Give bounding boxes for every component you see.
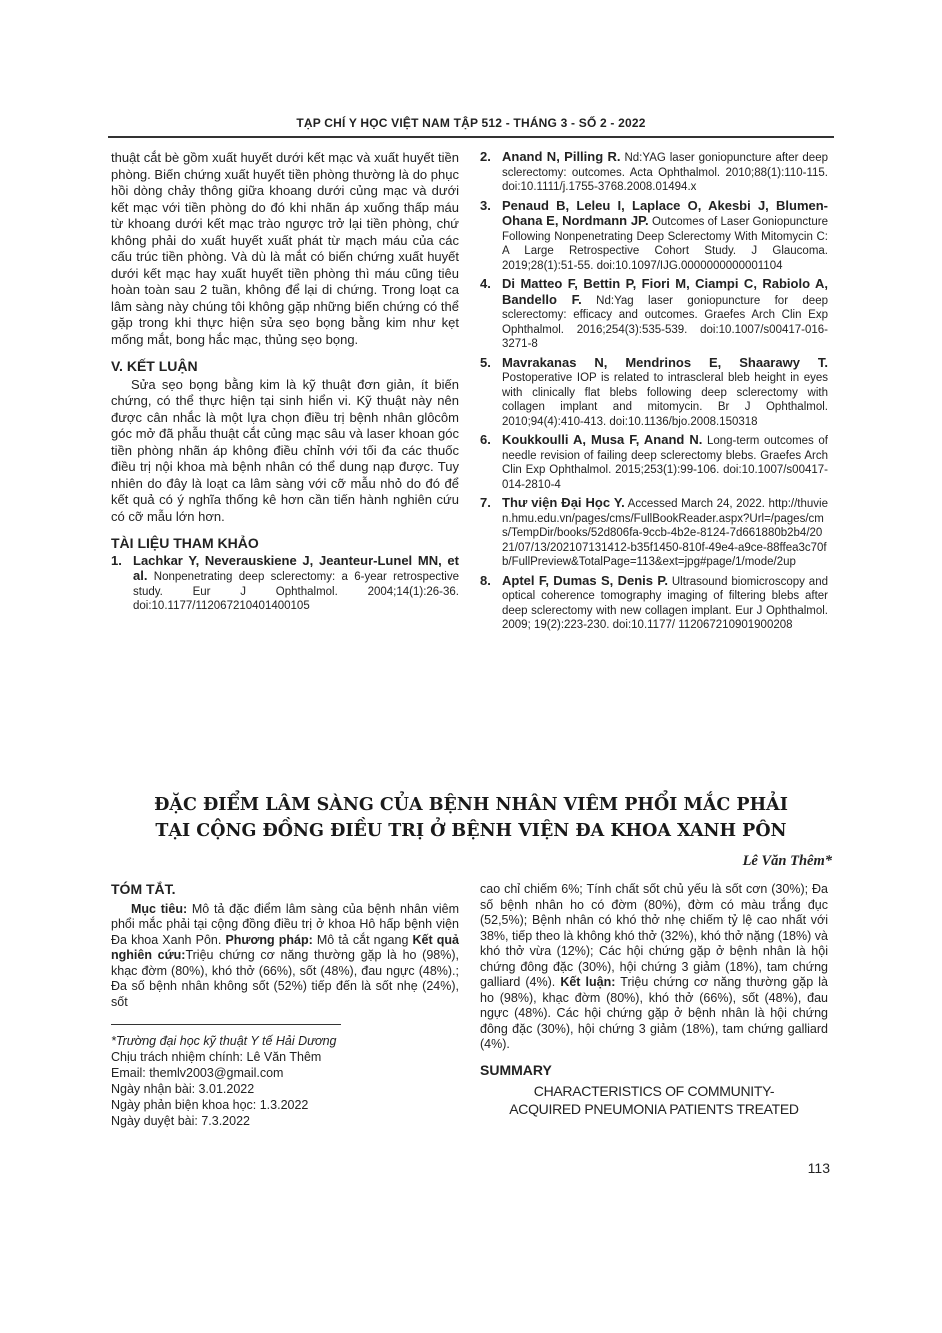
conclusion-paragraph: Sửa sẹo bọng bằng kim là kỹ thuật đơn giản, ít biến chứng, có thể thực hiện tại sinh hiển vi. Kỹ thuật này nên được cân nhắc là một lựa chọn điều trị bệnh nhân glôcôm góc mở đã phẫu thuật cắt củng mạc sâu và laser khoan góc tiền phòng nhãn áp không điều chỉnh với tối đa các thuốc điều trị nội khoa mà bệnh nhân có thể dung nạp được. Tuy nhiên do đây là loạt ca lâm sàng với cỡ mẫu nhỏ do đó để kết quả có ý nghĩa thống kê hơn cần tiến hành nghiên cứu có cỡ mẫu lớn hơn.	[111, 376, 459, 524]
method-label: Phương pháp:	[225, 932, 313, 947]
footnote-reviewed: Ngày phản biện khoa học: 1.3.2022	[111, 1098, 309, 1112]
reference-text: Accessed March 24, 2022. http://thuvien.hmu.edu.vn/pages/cms/FullBookReader.aspx?Url=/pages/cms/TempDir/books/52d806fa-9ccb-4b2e-8124-7d661880b2b4/2021/07/13/202107131412-b35f1450-810f-49e4-a9ce-88ffea3c70fb/FullPreview&TotalPage=113&ext=jpg#page/1/mode/2up	[502, 498, 828, 568]
reference-item	[480, 496, 828, 570]
page-number: 113	[807, 1160, 830, 1176]
abstract-continuation	[480, 882, 828, 1053]
left-column-bottom	[111, 882, 459, 1129]
article-title-line-2: TẠI CỘNG ĐỒNG ĐIỀU TRỊ Ở BỆNH VIỆN ĐA KHOA XANH PÔN	[155, 821, 787, 841]
reference-number: 4.	[480, 276, 491, 291]
objective-text: Mô tả đặc điểm lâm sàng của bệnh nhân viêm phổi mắc phải tại cộng đồng điều trị ở khoa Hô hấp bệnh viện Đa khoa Xanh Pôn.	[111, 901, 459, 947]
results-label: Kết quả nghiên cứu:	[111, 932, 459, 962]
reference-authors: Anand N, Pilling R.	[502, 149, 621, 164]
reference-text: Postoperative IOP is related to intrascleral bleb height in eyes with clinically flat blebs following deep sclerectomy with collagen implant and mitomycin. Br J Ophthalmol. 2010;94(4):410-413. doi:10.1136/bjo.2008.150318	[502, 372, 828, 428]
summary-heading: SUMMARY	[480, 1061, 552, 1078]
reference-number: 1.	[111, 552, 122, 568]
abstract-heading: TÓM TẮT.	[111, 881, 176, 897]
reference-list-right	[480, 150, 828, 633]
footnote-affiliation: *Trường đại học kỹ thuật Y tế Hải Dương	[111, 1034, 337, 1048]
reference-authors: Aptel F, Dumas S, Denis P.	[502, 572, 668, 588]
running-header: TẠP CHÍ Y HỌC VIỆT NAM TẬP 512 - THÁNG 3 - SỐ 2 - 2022	[296, 116, 646, 130]
right-column-bottom	[480, 882, 828, 1118]
reference-item	[480, 356, 828, 430]
reference-authors: Mavrakanas N, Mendrinos E, Shaarawy T.	[502, 354, 828, 370]
summary-title-line-2: ACQUIRED PNEUMONIA PATIENTS TREATED	[509, 1101, 799, 1117]
conclusion-heading: V. KẾT LUẬN	[111, 358, 198, 374]
reference-number: 2.	[480, 149, 491, 164]
article-title	[108, 792, 834, 844]
reference-number: 6.	[480, 432, 491, 447]
discussion-paragraph: thuật cắt bè gồm xuất huyết dưới kết mạc và xuất huyết tiền phòng. Biến chứng xuất huyết tiền phòng thường là do phục hồi dòng chảy thông giữa khoang dưới củng mạc và dưới kết mạc với tiền phòng do đó khi nhãn áp xuống thấp máu từ khoang dưới kết mạc trào ngược trở lại tiền phòng, chứ không phải do xuất huyết xuất phát từ mạch máu của các cấu trúc tiền phòng. Và dù là mắt có biến chứng xuất huyết dưới kết mạc hay xuất huyết tiền phòng thì máu cũng tiêu hoàn toàn sau 2 tuần, không để lại di chứng. Trong loạt ca lâm sàng này chúng tôi không gặp những biến chứng có thể gặp trong khi thực hiện sửa sẹo bọng bằng kim như kẹt mống mắt, bong hắc mạc, thủng sẹo bọng.	[111, 150, 459, 347]
abstract-paragraph	[111, 902, 459, 1011]
reference-number: 5.	[480, 354, 491, 370]
reference-list-left	[111, 554, 459, 614]
reference-authors: Thư viện Đại Học Y.	[502, 495, 625, 510]
objective-label: Mục tiêu:	[131, 901, 188, 916]
reference-authors: Penaud B, Leleu I, Laplace O, Akesbi J, Blumen-Ohana E, Nordmann JP.	[502, 197, 828, 228]
article-author: Lê Văn Thêm*	[742, 853, 832, 869]
reference-authors: Di Matteo F, Bettin P, Fiori M, Ciampi C, Rabiolo A, Bandello F.	[502, 276, 828, 307]
references-heading: TÀI LIỆU THAM KHẢO	[111, 535, 259, 551]
left-column-top	[111, 150, 459, 618]
reference-item	[480, 574, 828, 633]
results-text: Triệu chứng cơ năng thường gặp là ho (98%), khạc đờm (80%), khó thở (66%), sốt (48%), đau ngực (48%).; Đa số bệnh nhân không sốt (52%) tiếp đến là sốt nhẹ (24%), sốt	[111, 948, 459, 1009]
method-text: Mô tả cắt ngang	[312, 932, 413, 947]
footnote-responsible: Chịu trách nhiệm chính: Lê Văn Thêm	[111, 1050, 322, 1064]
reference-item	[480, 433, 828, 492]
right-column-top	[480, 150, 828, 637]
abstract-continuation-text: cao chỉ chiếm 6%; Tính chất sốt chủ yếu là sốt cơn (30%); Đa số bệnh nhân ho có đờm (80%), đờm có màu trắng đục (52,5%); Bệnh nhân có khó thở nhẹ chiếm tỷ lệ cao nhất với 38%, tiếp theo là không khó thở (32%), khó thở nặng (18%) và khó thở vừa (12%); Các hội chứng gặp ở bệnh nhân là hội chứng đông đặc (30%), hội chứng 3 giảm (18%), tam chứng galliard (4%).	[480, 882, 828, 989]
reference-item	[111, 554, 459, 614]
header-rule	[108, 136, 834, 138]
footnote-approved: Ngày duyệt bài: 7.3.2022	[111, 1114, 250, 1128]
footnote-received: Ngày nhận bài: 3.01.2022	[111, 1082, 255, 1096]
summary-title	[480, 1082, 828, 1118]
reference-item	[480, 199, 828, 274]
footnote-email: Email: themlv2003@gmail.com	[111, 1066, 284, 1080]
reference-item	[480, 150, 828, 195]
reference-authors: Lachkar Y, Neverauskiene J, Jeanteur-Lunel MN, et al.	[133, 552, 459, 583]
reference-text: Long-term outcomes of needle revision of failing deep sclerectomy blebs. Graefes Arch Clin Exp Ophthalmol. 2015;253(1):99-106. doi:10.1007/s00417-014-2810-4	[502, 435, 828, 491]
article-title-line-1: ĐẶC ĐIỂM LÂM SÀNG CỦA BỆNH NHÂN VIÊM PHỔI MẮC PHẢI	[154, 795, 788, 815]
reference-text: Nonpenetrating deep sclerectomy: a 6-year retrospective study. Eur J Ophthalmol. 2004;14(1):26-36. doi:10.1177/112067210401400105	[133, 571, 459, 612]
reference-number: 3.	[480, 197, 491, 213]
reference-text: Outcomes of Laser Goniopuncture Following Nonpenetrating Deep Sclerectomy With Mitomycin C: A Large Retrospective Cohort Study. J Glaucoma. 2019;28(1):51-55. doi:10.1097/IJG.0000000000001104	[502, 216, 828, 272]
footnote-rule	[111, 1024, 341, 1025]
reference-text: Ultrasound biomicroscopy and optical coherence tomography imaging of filtering blebs after deep sclerectomy with new collagen implant. Eur J Ophthalmol. 2009; 19(2):223-230. doi:10.1177/ 112067210901900208	[502, 575, 828, 631]
conclusion-text: Triệu chứng cơ năng thường gặp là ho (98%), khạc đờm (80%), khó thở (66%), sốt (48%), đau ngực (48%). Các hội chứng gặp ở bệnh nhân là hội chứng đông đặc (30%), hội chứng 3 giảm (18%), tam chứng galliard (4%).	[480, 975, 828, 1051]
reference-authors: Koukkoulli A, Musa F, Anand N.	[502, 432, 703, 447]
reference-number: 7.	[480, 495, 491, 510]
reference-number: 8.	[480, 572, 491, 588]
footnote-block	[111, 1033, 459, 1129]
reference-text: Nd:YAG laser goniopuncture after deep sclerectomy: outcomes. Acta Ophthalmol. 2010;88(1):110-115. doi:10.1111/j.1755-3768.2008.01494.x	[502, 152, 828, 193]
reference-item	[480, 277, 828, 352]
reference-text: Nd:Yag laser goniopuncture for deep sclerectomy: efficacy and outcomes. Graefes Arch Clin Exp Ophthalmol. 2016;254(3):535-539. doi:10.1007/s00417-016-3271-8	[502, 294, 828, 350]
conclusion-label: Kết luận:	[560, 975, 616, 989]
summary-title-line-1: CHARACTERISTICS OF COMMUNITY-	[533, 1083, 775, 1099]
